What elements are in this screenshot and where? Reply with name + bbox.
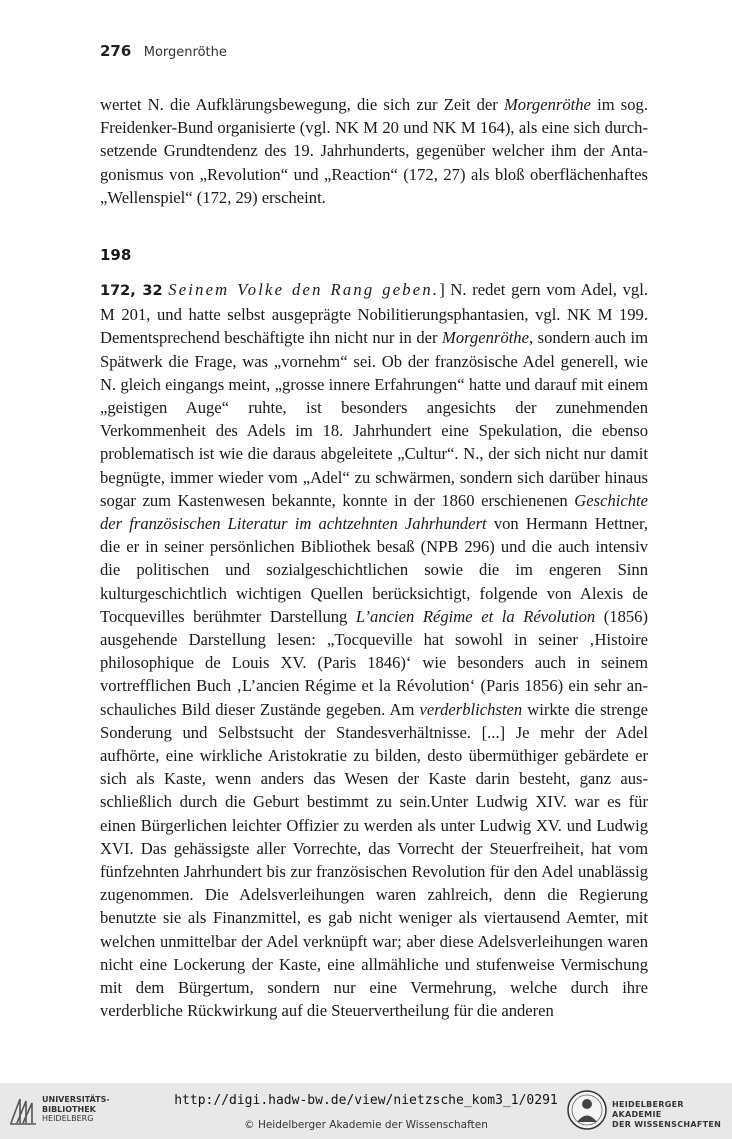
library-line-2: BIBLIOTHEK — [42, 1104, 96, 1114]
library-line-1: UNIVERSITÄTS- — [42, 1095, 110, 1104]
intro-italic: Morgenröthe — [503, 95, 591, 114]
commentary-text-3: von Hermann Hettner, die er in seiner persönlichen Bibliothek besaß (NPB 296) und die auch intensiv die politischen und sozialgeschichtlichen sowie die im engeren Sinn kulturgeschichtlich wichtigen Quellen berücksichtigt, folgende von Alexis de Tocquevilles berühmter Darstellung — [100, 514, 648, 626]
lemma: Seinem Volke den Rang geben. — [168, 280, 440, 299]
commentary-italic-4: verderblichsten — [419, 699, 523, 719]
running-title: Morgenröthe — [143, 45, 227, 60]
commentary-text-5: wirkte die strenge Sonderung und Selbstsucht der Standesverhältnisse. [...] Je mehr der Adel aufhörte, eine wirkliche Aristokratie zu bilden, desto übermüthiger gebärdete er sich als Kaste, wenn anders das Wesen der Kaste darin besteht, ganz ausschließlich durch die Geburt bestimmt zu sein.Unter Ludwig XIV. war es für einen Bürgerlichen leichter Offizier zu werden als unter Ludwig XV. und Ludwig XVI. Das gehässigste aller Vorrechte, das Vorrecht der Steuerfreiheit, hat vom fünfzehnten Jahrhundert bis zur französischen Revolution für den Adel unablässig zugenommen. Die Adelsverleihungen waren zahlreich, denn die Regierung benutzte sie als Finanzmittel, es gab nicht weniger als viertausend Aemter, mit welchen unmittelbar der Adel verknüpft war; aber diese Adelsverleihungen waren nicht eine Lockerung der Kaste, eine allmähliche und stufenweise Vermischung mit dem Bürgertum, sondern nur eine Vermehrung, welche durch ihre verderbliche Rückwirkung auf die Steuervertheilung für die anderen — [100, 699, 648, 1021]
intro-paragraph — [100, 93, 648, 209]
permalink-url[interactable]: http://digi.hadw-bw.de/view/nietzsche_kom3_1/0291 — [174, 1093, 558, 1108]
footer-bar — [0, 1083, 732, 1139]
academy-name — [612, 1100, 732, 1130]
commentary-text-2: , sondern auch im Spätwerk die Frage, was „vornehm“ sei. Ob der französische Adel generell, wie N. gleich eingangs meint, „grosse innere Erfahrungen“ hatte und darauf mit einem „geistigen Auge“ ruhte, ist besonders angesichts der zunehmenden Verkommenheit des Adels im 18. Jahrhundert eine Spekulation, die ebenso problematisch ist wie die daraus abgeleitete „Cultur“. N., der sich nicht nur damit begnügte, immer wieder vom „Adel“ zu schwärmen, sondern sich darüber hinaus sogar zum Kastenwesen bekannte, konnte in der 1860 erschienenen — [100, 328, 648, 510]
page-number: 276 — [100, 42, 132, 60]
commentary-italic-1: Morgenröthe — [442, 328, 529, 348]
academy-line-1: HEIDELBERGER AKADEMIE — [612, 1100, 684, 1119]
copyright-notice: © Heidelberger Akademie der Wissenschaften — [244, 1119, 488, 1131]
library-line-3: HEIDELBERG — [42, 1114, 94, 1123]
lemma-reference: 172, 32 — [100, 283, 163, 299]
academy-line-2: DER WISSENSCHAFTEN — [612, 1120, 722, 1129]
commentary-paragraph — [100, 278, 648, 1023]
intro-text-2: im sog. Freidenker-Bund organisierte (vgl. NK M 20 und NK M 164), als eine sich durchsetzende Grundtendenz des 19. Jahrhunderts, gegenüber welcher ihm der Antagonismus von „Revolution“ und „Reaction“ (172, 27) als bloß oberflächenhaftes „Wellenspiel“ (172, 29) erscheint. — [100, 95, 648, 207]
academy-seal-icon — [566, 1089, 608, 1131]
section-number: 198 — [100, 246, 132, 264]
commentary-text-1: ] N. redet gern vom Adel, vgl. M 201, und hatte selbst ausgeprägte Nobilitierungsphantasien, vgl. NK M 199. Dementsprechend beschäftigte ihn nicht nur in der — [100, 280, 648, 348]
commentary-text-4: (1856) ausgehende Darstellung lesen: „Tocqueville hat sowohl in seiner ‚Histoire philosophique de Louis XV. (Paris 1846)‘ wie besonders auch in seinem vortrefflichen Buch ‚L’ancien Régime et la Révolution‘ (Paris 1856) ein sehr anschauliches Bild dieser Zustände gegeben. Am — [100, 606, 648, 719]
commentary-italic-3: L’ancien Régime et la Révolution — [355, 606, 596, 626]
commentary-italic-2: Geschichte der französischen Literatur im achtzehnten Jahrhundert — [100, 490, 648, 534]
running-header — [100, 42, 227, 60]
intro-text-1: wertet N. die Aufklärungsbewegung, die sich zur Zeit der — [100, 95, 504, 114]
